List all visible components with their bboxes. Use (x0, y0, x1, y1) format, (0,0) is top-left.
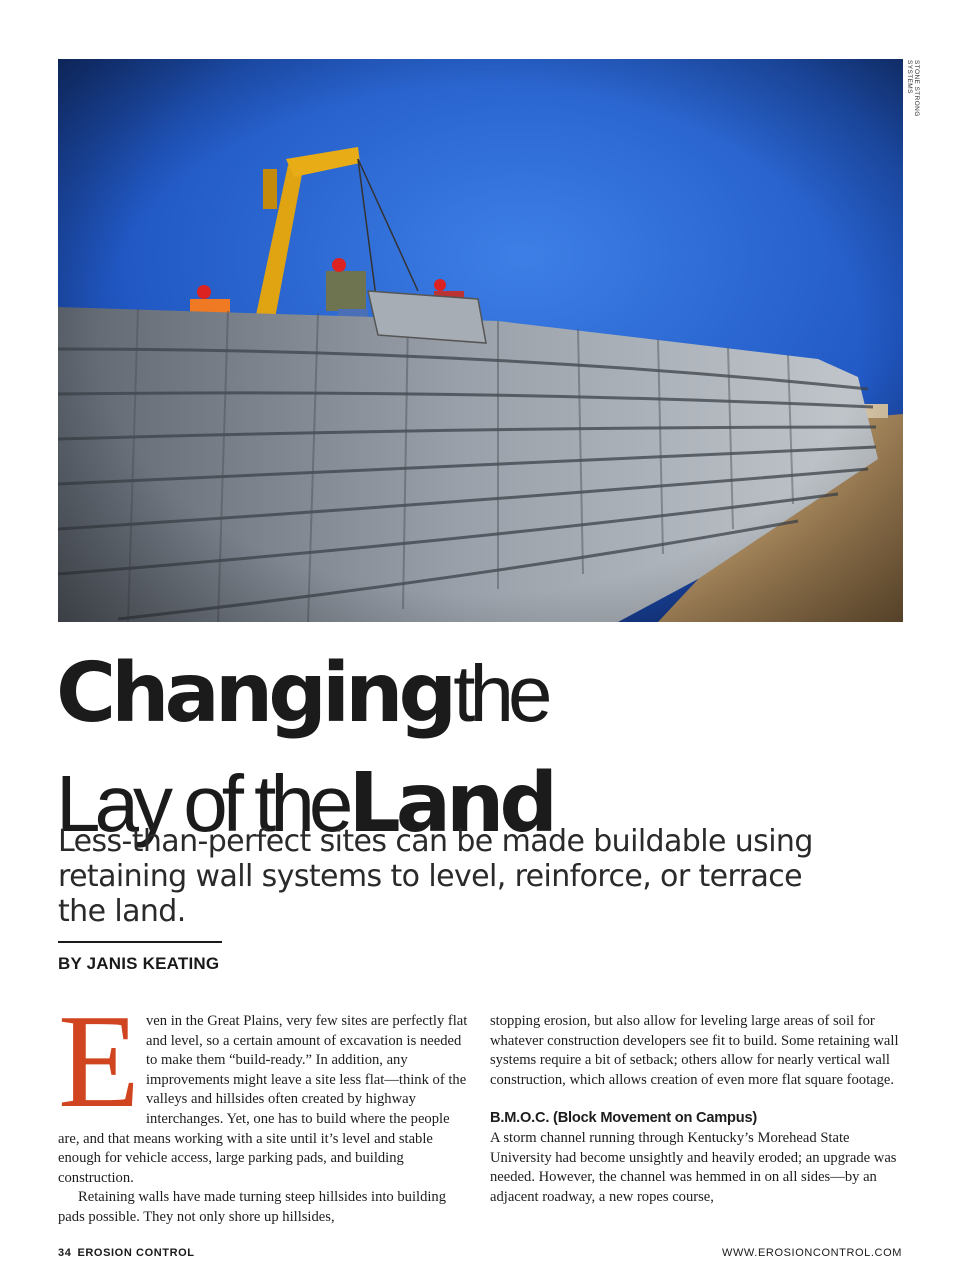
body-paragraph-2: Retaining walls have made turning steep hillsides into building pads possible. They not only shore up hillsides, (58, 1189, 447, 1225)
body-paragraph-1-text: ven in the Great Plains, very few sites are perfectly flat and level, so a certain amount of excavation is needed to make them “build-ready.” In addition, any improvements might leave a site less flat—think of the valleys and hillsides often created by highway interchanges. Yet, one has to build where the people are, and that means working with a site until it’s level and stable enough for vehicle access, large parking pads, and building construction. (58, 1013, 468, 1186)
headline-line-1 (56, 646, 916, 760)
byline-rule (58, 941, 222, 943)
body-paragraph-1 (58, 987, 470, 1188)
retaining-wall-illustration (58, 59, 903, 622)
body-column-left (58, 987, 470, 1228)
headline-words-lay-of-the: Lay of the (56, 759, 348, 848)
deck-subtitle: Less-than-perfect sites can be made buildable using retaining wall systems to level, reinforce, or terrace the land. (58, 824, 813, 929)
body-column-right (490, 1012, 902, 1207)
headline-word-the: the (453, 649, 547, 738)
body-paragraph-3: stopping erosion, but also allow for leveling large areas of soil for whatever construction developers see fit to build. Some retaining wall systems require a bit of setback; others allow for nearly vertical wall construction, which allows creation of even more flat square footage. (490, 1013, 899, 1088)
headline-word-land: Land (348, 756, 554, 851)
page-folio (58, 1247, 195, 1259)
page-number: 34 (58, 1247, 72, 1259)
photo-credit: STONE STRONG SYSTEMS (906, 60, 920, 117)
headline-word-changing: Changing (56, 646, 453, 741)
publication-name: EROSION CONTROL (77, 1247, 195, 1259)
website-url: WWW.EROSIONCONTROL.COM (721, 1247, 902, 1259)
hero-photo (58, 59, 903, 622)
body-paragraph-4: A storm channel running through Kentucky’s Morehead State University had become unsightly and heavily eroded; an upgrade was needed. However, the channel was hemmed in on all sides—by an adjacent roadway, a new ropes course, (490, 1129, 897, 1205)
section-subhead: B.M.O.C. (Block Movement on Campus) (490, 1110, 758, 1127)
byline: BY JANIS KEATING (58, 954, 220, 973)
drop-cap: E (58, 987, 140, 1135)
